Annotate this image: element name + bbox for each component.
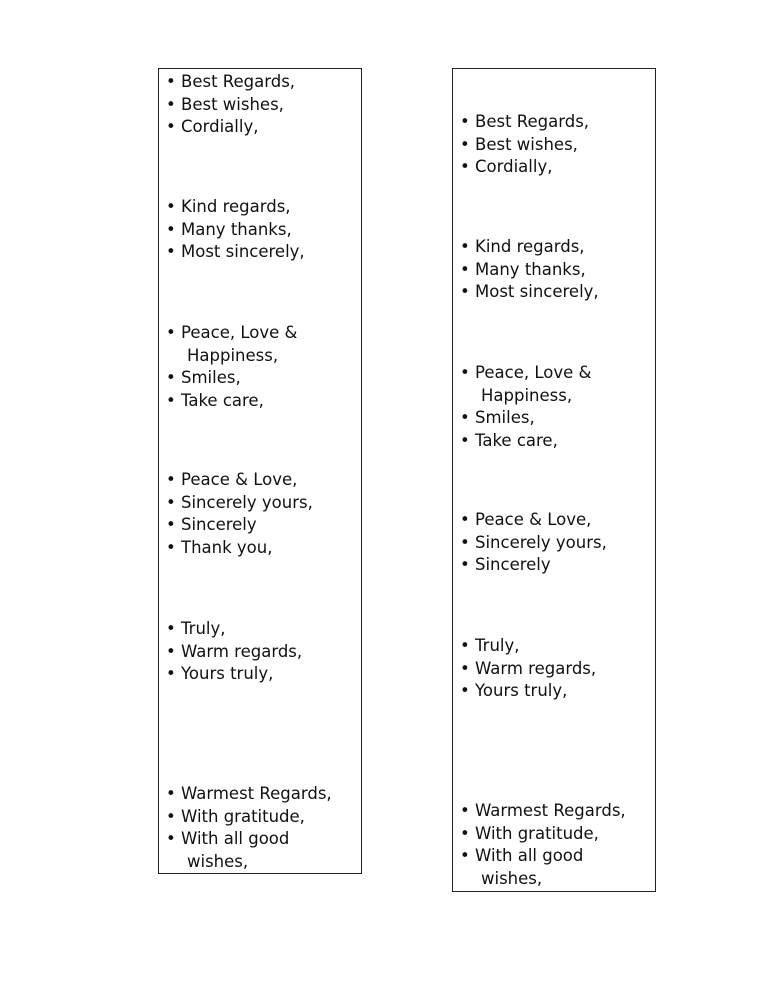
bullet-icon: • [460, 237, 470, 256]
bullet-icon: • [166, 829, 176, 848]
list-item: • Warmest Regards, [453, 800, 655, 823]
list-item: • Most sincerely, [159, 241, 361, 264]
list-item: • Sincerely [159, 514, 361, 537]
bullet-icon: • [460, 846, 470, 865]
list-item: • Smiles, [453, 407, 655, 430]
list-item: • Many thanks, [453, 259, 655, 282]
list-item: • Truly, [453, 635, 655, 658]
bullet-icon: • [166, 117, 176, 136]
list-item: • Truly, [159, 618, 361, 641]
right-bookmark-card [452, 68, 656, 892]
bullet-icon: • [166, 537, 176, 557]
wrapped-line: Happiness, [481, 385, 573, 405]
list-item: • Many thanks, [159, 219, 361, 242]
sign-off-group [453, 800, 655, 890]
wrapped-line: Happiness, [187, 345, 279, 365]
bullet-icon: • [166, 664, 176, 683]
bullet-icon: • [166, 197, 176, 216]
list-item: • Warm regards, [159, 641, 361, 664]
bullet-icon: • [460, 681, 470, 700]
bullet-icon: • [166, 619, 176, 638]
sign-off-group [159, 469, 361, 559]
bullet-icon: • [166, 515, 176, 534]
bullet-icon: • [460, 823, 470, 843]
bullet-icon: • [460, 801, 470, 820]
bullet-icon: • [166, 242, 176, 261]
list-item: • Take care, [453, 430, 655, 453]
bullet-icon: • [166, 784, 176, 803]
sign-off-group [453, 362, 655, 452]
bullet-icon: • [460, 408, 470, 427]
list-item: • Yours truly, [159, 663, 361, 686]
bullet-icon: • [166, 219, 176, 239]
bullet-icon: • [460, 510, 470, 529]
list-item: • Kind regards, [453, 236, 655, 259]
list-item: • Cordially, [159, 116, 361, 139]
bullet-icon: • [166, 94, 176, 114]
bullet-icon: • [460, 157, 470, 176]
list-item: • With all good wishes, [453, 845, 655, 890]
list-item: • With all good wishes, [159, 828, 361, 873]
list-item: • Peace, Love & Happiness, [453, 362, 655, 407]
list-item: • Peace, Love & Happiness, [159, 322, 361, 367]
bullet-icon: • [166, 806, 176, 826]
bullet-icon: • [166, 390, 176, 410]
list-item: • Sincerely yours, [159, 492, 361, 515]
list-item: • With gratitude, [453, 823, 655, 846]
list-item: • With gratitude, [159, 806, 361, 829]
bullet-icon: • [460, 134, 470, 154]
wrapped-line: wishes, [187, 851, 249, 871]
bullet-icon: • [166, 470, 176, 489]
list-item: • Sincerely yours, [453, 532, 655, 555]
bullet-icon: • [166, 492, 176, 512]
list-item: • Most sincerely, [453, 281, 655, 304]
bullet-icon: • [460, 636, 470, 655]
bullet-icon: • [166, 323, 176, 342]
list-item: • Peace & Love, [453, 509, 655, 532]
list-item: • Best wishes, [453, 134, 655, 157]
list-item: • Sincerely [453, 554, 655, 577]
bullet-icon: • [166, 72, 176, 91]
list-item: • Smiles, [159, 367, 361, 390]
bullet-icon: • [460, 363, 470, 382]
list-item: • Take care, [159, 390, 361, 413]
list-item: • Warm regards, [453, 658, 655, 681]
bullet-icon: • [460, 658, 470, 678]
list-item: • Best wishes, [159, 94, 361, 117]
list-item: • Kind regards, [159, 196, 361, 219]
sign-off-group [453, 509, 655, 577]
sign-off-group [453, 635, 655, 703]
sign-off-group [453, 236, 655, 304]
list-item: • Thank you, [159, 537, 361, 560]
sign-off-group [159, 71, 361, 139]
bullet-icon: • [460, 259, 470, 279]
sign-off-group [159, 783, 361, 873]
list-item: • Yours truly, [453, 680, 655, 703]
bullet-icon: • [460, 112, 470, 131]
sign-off-group [159, 322, 361, 412]
sign-off-group [453, 111, 655, 179]
left-bookmark-card [158, 68, 362, 874]
list-item: • Cordially, [453, 156, 655, 179]
sign-off-group [159, 618, 361, 686]
bullet-icon: • [460, 532, 470, 552]
bullet-icon: • [460, 282, 470, 301]
bullet-icon: • [460, 430, 470, 450]
sign-off-group [159, 196, 361, 264]
list-item: • Best Regards, [453, 111, 655, 134]
wrapped-line: wishes, [481, 868, 543, 888]
list-item: • Peace & Love, [159, 469, 361, 492]
bullet-icon: • [166, 368, 176, 387]
bullet-icon: • [166, 641, 176, 661]
bullet-icon: • [460, 555, 470, 574]
list-item: • Best Regards, [159, 71, 361, 94]
list-item: • Warmest Regards, [159, 783, 361, 806]
